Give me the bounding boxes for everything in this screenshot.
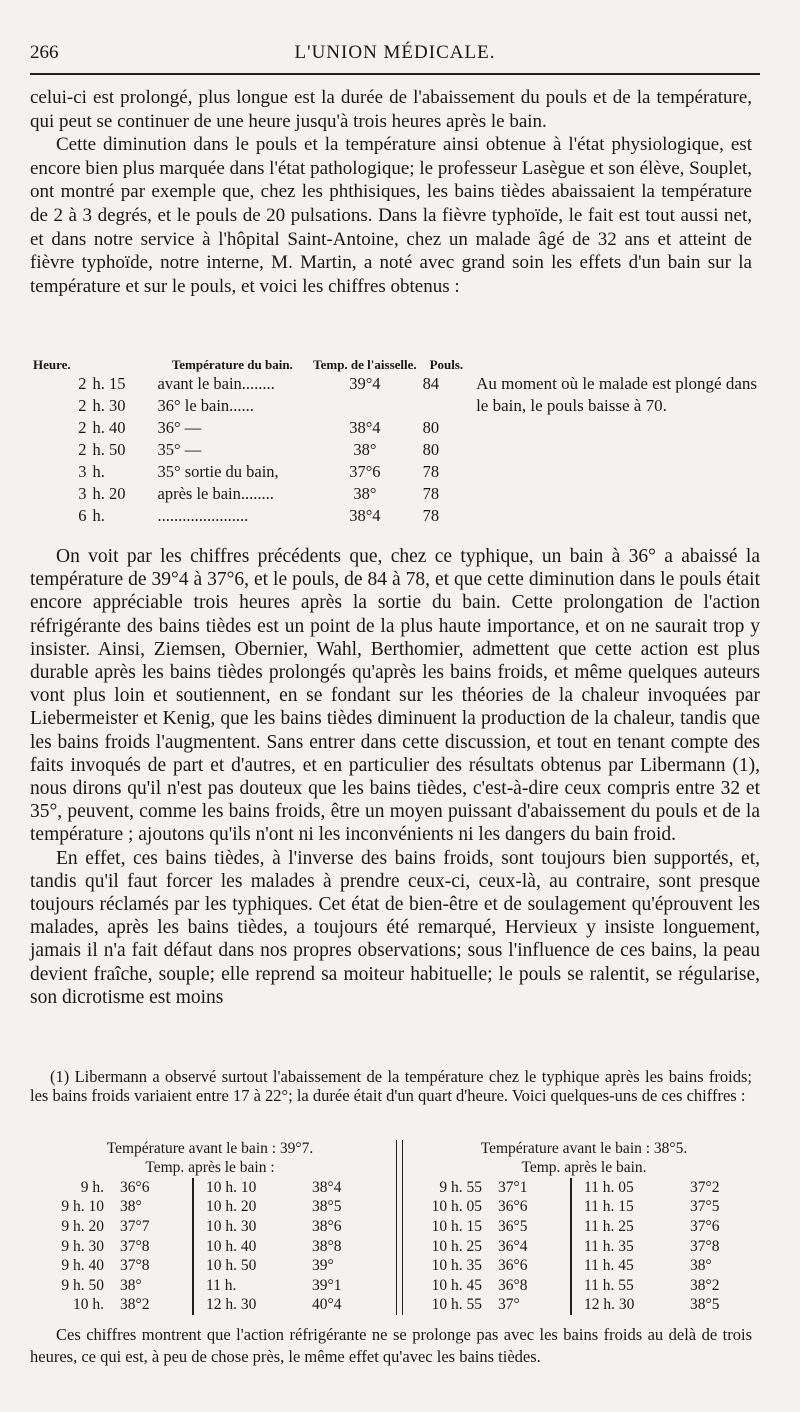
cell-temperature: 40°4: [312, 1296, 342, 1314]
cell-note: [473, 460, 760, 482]
cell-hour: 2: [78, 418, 87, 437]
footnote-table-subtitle: Temp. après le bain :: [145, 1159, 275, 1176]
cell-temperature: 38°: [120, 1198, 142, 1216]
cell-temperature: 38°: [120, 1276, 142, 1294]
cell-note: [473, 504, 760, 526]
cell-temperature: 37°5: [690, 1198, 720, 1216]
cell-minute: h. 40: [92, 418, 126, 437]
footnote: [30, 1068, 752, 1105]
cell-time: 9 h. 55: [439, 1178, 482, 1196]
cell-axilla: 38°4: [349, 418, 381, 437]
cell-temperature: 36°6: [498, 1257, 528, 1275]
cell-pulse: 78: [422, 506, 440, 525]
cell-temperature: 37°7: [120, 1217, 150, 1235]
cell-temperature: 36°5: [498, 1217, 528, 1235]
cell-hour: 6: [78, 506, 87, 525]
cell-temperature: 38°2: [690, 1276, 720, 1294]
column-header-axilla: Temp. de l'aisselle.: [313, 357, 417, 372]
cell-temperature: 37°8: [690, 1237, 720, 1255]
cell-axilla: 37°6: [349, 462, 381, 481]
cell-note: [473, 416, 760, 438]
table-row: [30, 460, 760, 482]
cell-temperature: 38°: [690, 1257, 712, 1275]
paragraph: En effet, ces bains tièdes, à l'inverse des bains froids, sont toujours bien supportés, et, tandis qu'il faut forcer les malades à prendre ceux-ci, ceux-là, au contraire, sont presque toujours réclamés par les typhiques. Cet état de bien-être et de soulagement qu'éprouvent les malades, après les bains tièdes, a toujours été remarqué, Hervieux y insiste longuement, jamais il n'a fait défaut dans nos propres observations; sous l'influence de ces bains, la peau devient fraîche, souple; elle reprend sa moiteur habituelle; le pouls se ralentit, se régularise, son dicrotisme est moins: [30, 847, 760, 1008]
cell-time: 10 h.: [73, 1296, 104, 1314]
cell-temperature: 39°1: [312, 1276, 342, 1294]
table-row: [30, 416, 760, 438]
table-row: [408, 1276, 760, 1296]
header-rule: [30, 73, 760, 75]
running-header: [30, 36, 760, 68]
observation-table: [30, 350, 760, 526]
table-row: [408, 1296, 760, 1316]
cell-note: [473, 438, 760, 460]
footnote-table-body: [408, 1178, 760, 1315]
cell-time: 10 h. 05: [431, 1198, 482, 1216]
cell-note: Au moment où le malade est plongé dans: [476, 374, 757, 393]
closing-text: [30, 1324, 752, 1368]
table-row: [30, 1256, 390, 1276]
cell-time: 10 h. 50: [193, 1256, 298, 1276]
body-text-middle: [30, 545, 760, 1009]
paragraph: On voit par les chiffres précédents que, chez ce typhique, un bain à 36° a abaissé la température de 39°4 à 37°6, et le pouls, de 84 à 78, et que cette diminution dans le pouls était encore appréciable trois heures après la sortie du bain. Cette prolongation de l'action réfrigérante des bains tièdes est un point de la plus haute importance, et on ne saurait trop y insister. Ainsi, Ziemsen, Obernier, Wahl, Berthomier, admettent que cette action est plus durable après les bains tièdes prolongés qu'après les bains froids, et même quelques auteurs vont plus loin et soutiennent, en se fondant sur les théories de la chaleur invoquées par Liebermeister et Kenig, que les bains tièdes diminuent la production de la chaleur, tandis que les bains froids l'augmentent. Sans entrer dans cette discussion, et tout en tenant compte des faits invoqués de part et d'autres, et en particulier des résultats obtenus par Libermann (1), nous dirons qu'il n'est pas douteux que les bains tièdes, c'est-à-dire ceux compris entre 32 et 35°, peuvent, comme les bains froids, être un moyen puissant d'abaissement du pouls et de la température ; ajoutons qu'ils n'ont ni les inconvénients ni les dangers du bain froid.: [30, 546, 760, 846]
cell-pulse: 78: [422, 462, 440, 481]
cell-temperature: 36°6: [120, 1178, 150, 1196]
cell-time: 10 h. 35: [431, 1257, 482, 1275]
cell-time: 10 h. 25: [431, 1237, 482, 1255]
cell-time: 10 h. 30: [193, 1217, 298, 1237]
cell-minute: h. 15: [92, 374, 126, 393]
cell-bath: ......................: [157, 506, 249, 525]
table-row: [30, 482, 760, 504]
cell-note: [473, 482, 760, 504]
table-row: [30, 1178, 390, 1198]
cell-pulse: 84: [422, 374, 440, 393]
cell-temperature: 36°4: [498, 1237, 528, 1255]
cell-temperature: 38°5: [690, 1296, 720, 1314]
cell-temperature: 37°6: [690, 1217, 720, 1235]
table-row: [30, 1217, 390, 1237]
cell-temperature: 38°8: [312, 1237, 342, 1255]
footnote-text: (1) Libermann a observé surtout l'abaissement de la température chez le typhique après les bains froids; les bains froids variaient entre 17 à 22°; la durée était d'un quart d'heure. Voici quelques-uns de ces chiffres :: [30, 1067, 752, 1105]
observation-table-body: [30, 372, 760, 526]
cell-bath: 36° le bain......: [157, 396, 254, 415]
cell-axilla: 38°: [353, 440, 377, 459]
cell-time: 11 h.: [193, 1276, 298, 1296]
cell-time: 10 h. 40: [193, 1237, 298, 1257]
cell-temperature: 37°1: [498, 1178, 528, 1196]
table-row: [408, 1217, 760, 1237]
footnote-table-body: [30, 1178, 390, 1315]
table-row: [408, 1198, 760, 1218]
table-row: [30, 438, 760, 460]
cell-hour: 3: [78, 462, 87, 481]
column-header-bath: Température du bain.: [171, 357, 293, 372]
cell-time: 11 h. 25: [571, 1217, 676, 1237]
cell-bath: 35° —: [157, 440, 202, 459]
cell-axilla: 38°4: [349, 506, 381, 525]
cell-time: 11 h. 45: [571, 1256, 676, 1276]
cell-temperature: 38°5: [312, 1198, 342, 1216]
cell-time: 11 h. 55: [571, 1276, 676, 1296]
cell-time: 12 h. 30: [193, 1296, 298, 1316]
column-header-pulse: Pouls.: [429, 357, 464, 372]
cell-minute: h.: [92, 506, 105, 525]
footnote-table-subtitle: Temp. après le bain.: [521, 1159, 647, 1176]
cell-time: 11 h. 35: [571, 1237, 676, 1257]
table-row: [30, 394, 760, 416]
cell-axilla: 39°4: [349, 374, 381, 393]
cell-temperature: 38°4: [312, 1178, 342, 1196]
footnote-tables: [30, 1140, 760, 1320]
cell-time: 9 h. 40: [61, 1257, 104, 1275]
cell-axilla: [310, 394, 420, 416]
column-header-hour: Heure.: [33, 357, 71, 372]
cell-time: 10 h. 45: [431, 1276, 482, 1294]
cell-bath: après le bain........: [157, 484, 274, 503]
column-header-note: [473, 350, 760, 372]
cell-hour: 2: [78, 396, 87, 415]
cell-hour: 2: [78, 440, 87, 459]
cell-minute: h. 20: [92, 484, 126, 503]
cell-minute: h. 30: [92, 396, 126, 415]
cell-temperature: 37°8: [120, 1237, 150, 1255]
cell-pulse: [420, 394, 473, 416]
cell-time: 9 h. 20: [61, 1217, 104, 1235]
table-row: [408, 1256, 760, 1276]
body-text-top: [30, 86, 752, 298]
footnote-table-right: [408, 1140, 760, 1315]
table-row: [30, 1276, 390, 1296]
table-row: [30, 504, 760, 526]
table-row: [408, 1237, 760, 1257]
cell-pulse: 78: [422, 484, 440, 503]
cell-temperature: 37°2: [690, 1178, 720, 1196]
cell-bath: avant le bain........: [157, 374, 275, 393]
table-header-row: [30, 350, 760, 372]
footnote-table-title: Température avant le bain : 39°7.: [106, 1140, 314, 1157]
footnote-table-left: [30, 1140, 390, 1315]
cell-time: 12 h. 30: [571, 1296, 676, 1316]
cell-hour: 3: [78, 484, 87, 503]
cell-time: 10 h. 10: [193, 1178, 298, 1198]
table-row: [30, 1198, 390, 1218]
cell-temperature: 38°2: [120, 1296, 150, 1314]
cell-temperature: 36°8: [498, 1276, 528, 1294]
cell-note: le bain, le pouls baisse à 70.: [476, 396, 667, 415]
cell-bath: 36° —: [157, 418, 202, 437]
cell-temperature: 37°: [498, 1296, 520, 1314]
table-row: [30, 1296, 390, 1316]
paragraph: Cette diminution dans le pouls et la température ainsi obtenue à l'état physiologique, est encore bien plus marquée dans l'état pathologique; le professeur Lasègue et son élève, Souplet, ont montré par exemple que, chez les phthisiques, les bains tièdes abaissaient la température de 2 à 3 degrés, et le pouls de 20 pulsations. Dans la fièvre typhoïde, le fait est tout aussi net, et dans notre service à l'hôpital Saint-Antoine, chez un malade âgé de 32 ans et atteint de fièvre typhoïde, notre interne, M. Martin, a noté avec grand soin les effets d'un bain sur la température et sur le pouls, et voici les chiffres obtenus :: [30, 134, 752, 297]
cell-temperature: 36°6: [498, 1198, 528, 1216]
cell-time: 11 h. 05: [571, 1178, 676, 1198]
paragraph: celui-ci est prolongé, plus longue est la durée de l'abaissement du pouls et de la température, qui peut se continuer de une heure jusqu'à trois heures après le bain.: [30, 87, 752, 132]
cell-time: 10 h. 15: [431, 1217, 482, 1235]
cell-time: 10 h. 20: [193, 1198, 298, 1218]
cell-minute: h.: [92, 462, 105, 481]
cell-temperature: 38°6: [312, 1217, 342, 1235]
cell-bath: 35° sortie du bain,: [157, 462, 279, 481]
cell-axilla: 38°: [353, 484, 377, 503]
cell-hour: 2: [78, 374, 87, 393]
footnote-table-title: Température avant le bain : 38°5.: [480, 1140, 688, 1157]
cell-temperature: 37°8: [120, 1257, 150, 1275]
cell-time: 11 h. 15: [571, 1198, 676, 1218]
running-title: L'UNION MÉDICALE.: [294, 42, 496, 63]
cell-time: 9 h.: [80, 1178, 104, 1196]
cell-pulse: 80: [422, 440, 440, 459]
cell-time: 10 h. 55: [431, 1296, 482, 1314]
table-row: [30, 372, 760, 394]
cell-pulse: 80: [422, 418, 440, 437]
cell-time: 9 h. 10: [61, 1198, 104, 1216]
cell-minute: h. 50: [92, 440, 126, 459]
table-row: [30, 1237, 390, 1257]
cell-temperature: 39°: [312, 1257, 334, 1275]
table-row: [408, 1178, 760, 1198]
page-number: 266: [30, 42, 59, 63]
cell-time: 9 h. 30: [61, 1237, 104, 1255]
closing-paragraph: Ces chiffres montrent que l'action réfrigérante ne se prolonge pas avec les bains froids au delà de trois heures, ce qui est, à peu de chose près, le même effet qu'avec les bains tièdes.: [30, 1325, 752, 1366]
double-divider: [396, 1140, 403, 1315]
cell-time: 9 h. 50: [61, 1276, 104, 1294]
